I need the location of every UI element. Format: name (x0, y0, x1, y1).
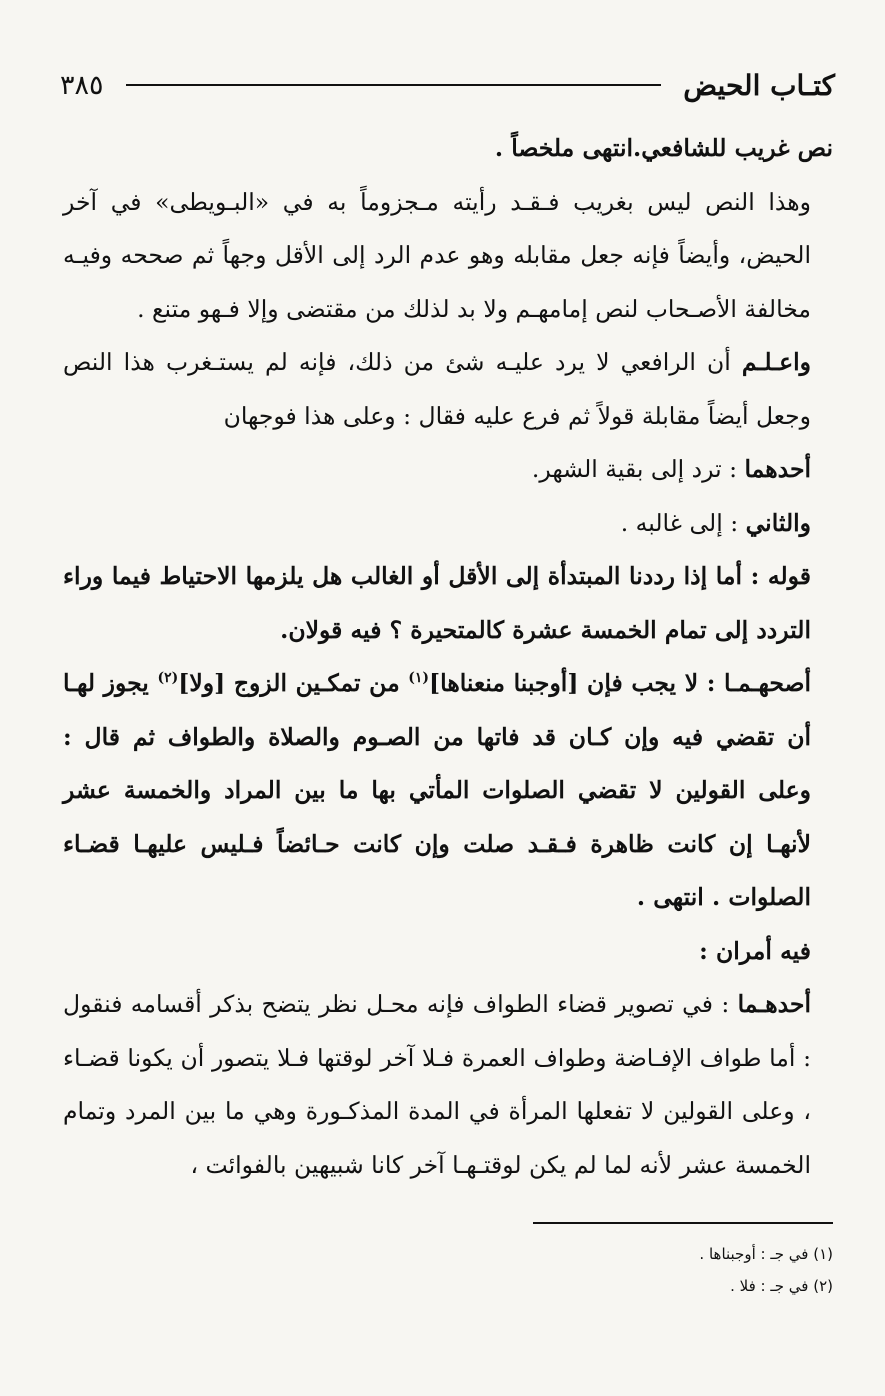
header-rule (126, 84, 662, 86)
footnote-rule (533, 1222, 833, 1224)
running-title: كتـاب الحيض (683, 68, 835, 102)
paragraph-4-text: : ترد إلى بقية الشهر. (531, 455, 745, 483)
paragraph-9 (63, 978, 833, 1192)
paragraph-3-lead: واعـلـم (741, 348, 811, 376)
paragraph-5 (63, 497, 833, 551)
page-number: ٣٨٥ (60, 69, 104, 101)
footnote-2: (٢) في جـ : فلا . (730, 1277, 833, 1295)
paragraph-4-lead: أحدهما (744, 455, 811, 483)
paragraph-3 (63, 336, 833, 443)
paragraph-6: قوله : أما إذا رددنا المبتدأة إلى الأقل أو الغالب هل يلزمها الاحتياط فيما وراء التردد إلى تمام الخمسة عشرة كالمتحيرة ؟ فيه قولان. (63, 562, 811, 644)
paragraph-4 (63, 443, 833, 497)
paragraph-1: نص غريب للشافعي.انتهى ملخصاً . (494, 134, 833, 162)
paragraph-7-part3: يجوز لهـا أن تقضي فيه وإن كـان قد فاتها من الصـوم والصلاة والطواف ثم قال : وعلى القولين لا تقضي الصلوات المأتي بها ما بين المراد والخمسة عشر لأنهـا إن كانت ظاهرة فـقـد صلت وإن كانت حـائضاً فـليس عليهـا قضـاء الصلوات . انتهى . (63, 669, 811, 911)
footnotes (433, 1238, 833, 1302)
paragraph-2: وهذا النص ليس بغريب فـقـد رأيته مـجزوماً به في «البـويطى» في آخر الحيض، وأيضاً فإنه جعل مقابله وهو عدم الرد إلى الأقل وجهاً ثم صححه وفيـه مخالفة الأصـحاب لنص إمامهـم ولا بد لذلك من مقتضى وإلا فـهو متنع . (63, 187, 811, 323)
paragraph-7 (63, 657, 833, 925)
paragraph-7-part1: أصحهـمـا : لا يجب فإن [أوجبنا منعناها] (429, 669, 811, 697)
page-header (60, 60, 835, 110)
main-text (63, 122, 833, 1192)
paragraph-3-text: أن الرافعي لا يرد عليـه شئ من ذلك، فإنه لم يستـغرب هذا النص وجعل أيضاً مقابلة قولاً ثم فرع عليه فقال : وعلى هذا فوجهان (63, 348, 811, 430)
paragraph-9-lead: أحدهـما (737, 990, 811, 1018)
paragraph-5-text: : إلى غالبه . (620, 508, 746, 537)
footnote-ref-1: (١) (408, 670, 430, 687)
paragraph-8: فيه أمران : (699, 936, 811, 965)
paragraph-7-part2: من تمكـين الزوج [ولا] (178, 669, 409, 697)
footnote-1: (١) في جـ : أوجبناها . (699, 1245, 833, 1263)
paragraph-9-text: : في تصوير قضاء الطواف فإنه محـل نظر يتضح بذكر أقسامه فنقول : أما طواف الإفـاضة وطواف العمرة فـلا آخر لوقتها فـلا يتصور أن يكونا قضـاء ، وعلى القولين لا تفعلها المرأة في المدة المذكـورة وهي ما بين المرد وتمام الخمسة عشر لأنه لما لم يكن لوقتـهـا آخر كانا شبيهين بالفوائت ، (63, 990, 811, 1179)
footnote-ref-2: (٢) (157, 670, 179, 687)
paragraph-5-lead: والثاني (745, 508, 811, 537)
